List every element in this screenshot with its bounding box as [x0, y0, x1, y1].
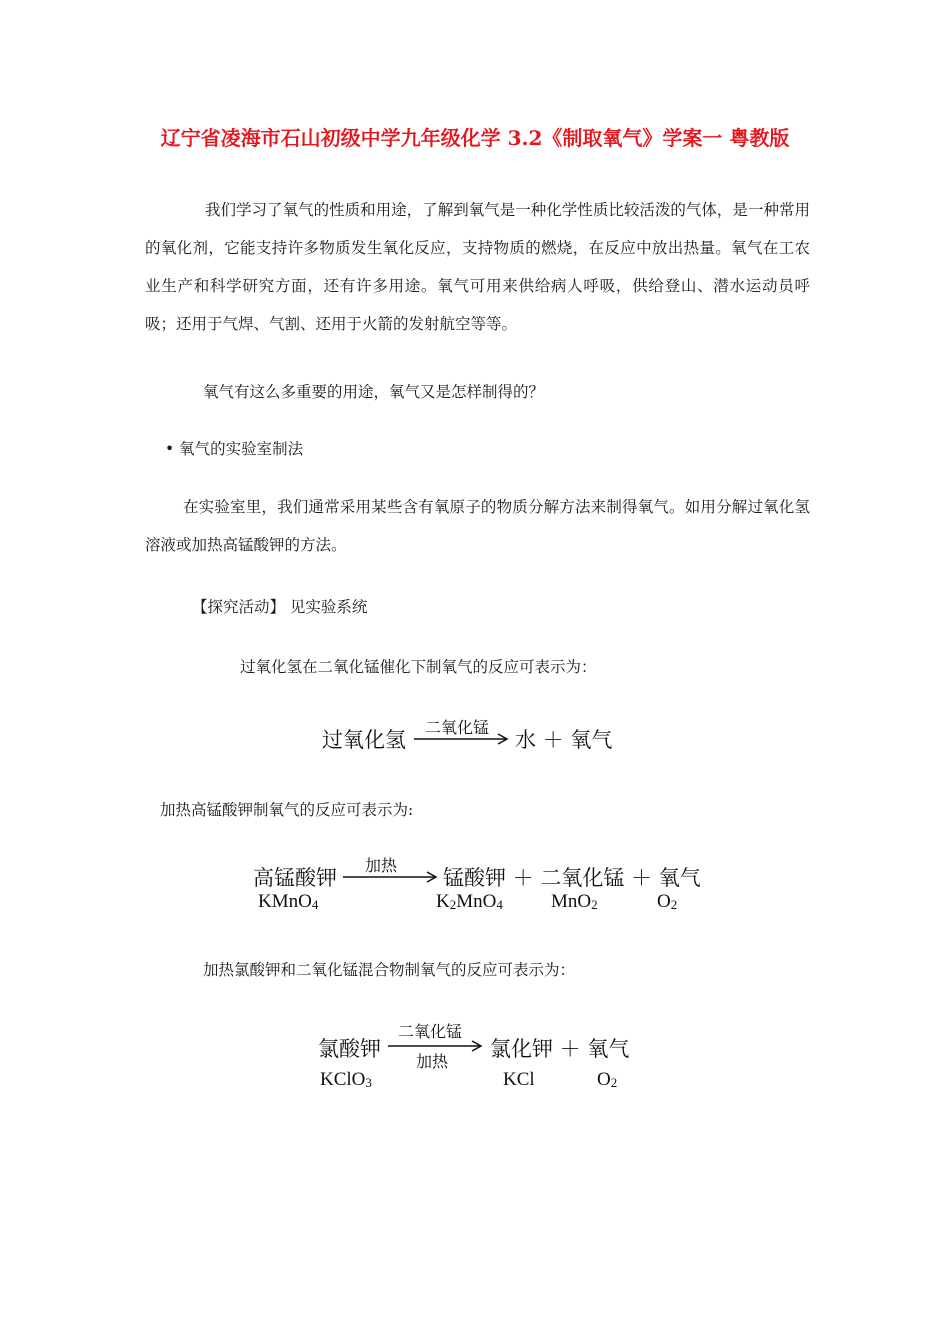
reaction2-intro: 加热高锰酸钾制氧气的反应可表示为:	[160, 801, 414, 819]
reaction1-reactant: 过氧化氢	[322, 728, 406, 752]
reaction2-formula-product1: K2MnO4	[436, 891, 503, 912]
reaction3-formula-product1: KCl	[503, 1069, 535, 1090]
document-title: 辽宁省凌海市石山初级中学九年级化学 3.2《制取氧气》学案一 粤教版	[160, 126, 790, 150]
reaction3-condition-bottom: 加热	[416, 1052, 449, 1071]
reaction3-reactant: 氯酸钾	[318, 1037, 381, 1061]
intro-paragraph: 我们学习了氧气的性质和用途，了解到氧气是一种化学性质比较活泼的气体，是一种常用的氧化剂，它能支持许多物质发生氧化反应，支持物质的燃烧，在反应中放出热量。氧气在工农业生产和科学研究方面，还有许多用途。氧气可用来供给病人呼吸，供给登山、潜水运动员呼吸；还用于气焊、气割、还用于火箭的发射航空等等。	[145, 201, 810, 333]
reaction2-reactant: 高锰酸钾	[253, 866, 337, 890]
reaction1-condition: 二氧化锰	[425, 718, 490, 737]
reaction3-formula-product2: O2	[597, 1069, 618, 1090]
question-text: 氧气有这么多重要的用途，氧气又是怎样制得的？	[203, 383, 545, 401]
reaction1-intro: 过氧化氢在二氧化锰催化下制氧气的反应可表示为：	[240, 658, 597, 676]
reaction1-products: 水 ＋ 氧气	[515, 728, 613, 752]
section-heading: • 氧气的实验室制法	[165, 440, 304, 458]
reaction3-intro: 加热氯酸钾和二氧化锰混合物制氧气的反应可表示为：	[203, 961, 576, 979]
reaction3-condition-top: 二氧化锰	[398, 1022, 463, 1041]
activity-label: 【探究活动】 见实验系统	[192, 598, 368, 616]
reaction1-arrow	[412, 733, 512, 745]
reaction2-formula-product2: MnO2	[551, 891, 598, 912]
reaction3-formula-reactant: KClO3	[320, 1069, 372, 1090]
reaction2-formula-product3: O2	[657, 891, 678, 912]
reaction2-formula-reactant: KMnO4	[258, 891, 319, 912]
reaction2-arrow	[341, 871, 441, 883]
reaction2-condition: 加热	[365, 856, 398, 875]
reaction3-products: 氯化钾 ＋ 氧气	[490, 1037, 630, 1061]
reaction2-products: 锰酸钾 ＋ 二氧化锰 ＋ 氧气	[443, 866, 701, 890]
lab-paragraph: 在实验室里，我们通常采用某些含有氧原子的物质分解方法来制得氧气。如用分解过氧化氢溶液或加热高锰酸钾的方法。	[145, 498, 810, 554]
